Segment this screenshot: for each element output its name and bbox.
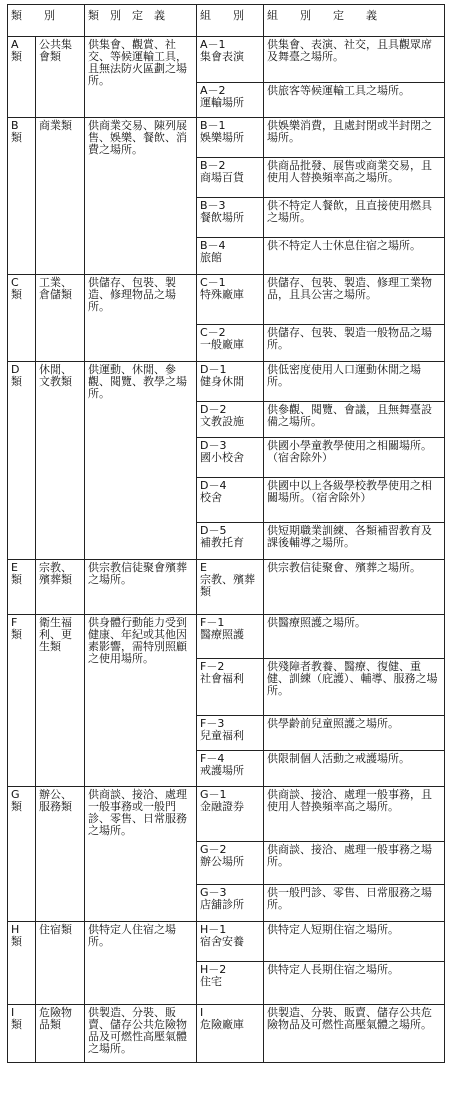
group-name: 一般廠庫 <box>200 338 244 351</box>
group-name: 集會表演 <box>200 50 244 63</box>
group-cell <box>197 37 264 83</box>
group-name: 宗教、殯葬類 <box>200 573 255 598</box>
category-name: 休閒、文教類 <box>36 362 85 560</box>
group-code: F－2 <box>200 660 225 673</box>
group-code: B－3 <box>200 199 226 212</box>
group-name: 醫療照護 <box>200 628 244 641</box>
group-cell <box>197 275 264 325</box>
group-definition: 供製造、分裝、販賣、儲存公共危險物品及可燃性高壓氣體之場所。 <box>264 1005 445 1063</box>
category-name: 住宿類 <box>36 922 85 1005</box>
category-code: C 類 <box>8 275 36 362</box>
group-name: 特殊廠庫 <box>200 288 244 301</box>
group-name: 兒童福利 <box>200 729 244 742</box>
group-code: B－2 <box>200 159 226 172</box>
group-definition: 供商品批發、展售或商業交易，且使用人替換頻率高之場所。 <box>264 158 445 198</box>
category-definition: 供集會、觀賞、社交、等候運輸工具，且無法防火區劃之場所。 <box>85 37 197 118</box>
group-name: 文教設施 <box>200 415 244 428</box>
category-name: 危險物品類 <box>36 1005 85 1063</box>
group-name: 店舖診所 <box>200 898 244 911</box>
group-definition: 供國小學童教學使用之相關場所。（宿舍除外） <box>264 438 445 478</box>
group-cell <box>197 787 264 842</box>
category-code: B 類 <box>8 118 36 275</box>
category-code: D 類 <box>8 362 36 560</box>
table-row <box>8 37 445 83</box>
group-code: C－1 <box>200 276 226 289</box>
group-cell <box>197 962 264 1005</box>
group-code: F－3 <box>200 717 225 730</box>
table-row <box>8 922 445 962</box>
category-name: 商業類 <box>36 118 85 275</box>
group-code: G－3 <box>200 886 227 899</box>
group-code: F－1 <box>200 616 225 629</box>
table-row <box>8 787 445 842</box>
group-name: 危險廠庫 <box>200 1018 244 1031</box>
group-code: H－2 <box>200 963 227 976</box>
group-cell <box>197 478 264 523</box>
group-name: 旅館 <box>200 251 222 264</box>
group-definition: 供不特定人士休息住宿之場所。 <box>264 238 445 275</box>
category-name: 辦公、服務類 <box>36 787 85 922</box>
group-code: B－4 <box>200 239 226 252</box>
category-code: H 類 <box>8 922 36 1005</box>
group-code: G－1 <box>200 788 227 801</box>
group-definition: 供娛樂消費，且處封閉或半封閉之場所。 <box>264 118 445 158</box>
group-code: I <box>200 1006 204 1019</box>
category-code: A 類 <box>8 37 36 118</box>
group-cell <box>197 325 264 362</box>
group-name: 社會福利 <box>200 672 244 685</box>
group-cell <box>197 751 264 787</box>
category-definition: 供運動、休閒、參觀、閱覽、教學之場所。 <box>85 362 197 560</box>
header-category: 類 別 <box>8 5 85 37</box>
category-name: 工業、倉儲類 <box>36 275 85 362</box>
group-name: 娛樂場所 <box>200 131 244 144</box>
category-definition: 供特定人住宿之場所。 <box>85 922 197 1005</box>
table-row <box>8 362 445 402</box>
group-name: 補教托育 <box>200 536 244 549</box>
group-name: 國小校舍 <box>200 451 244 464</box>
group-cell <box>197 659 264 716</box>
group-cell <box>197 560 264 615</box>
group-cell <box>197 158 264 198</box>
table-row <box>8 615 445 659</box>
group-definition: 供短期職業訓練、各類補習教育及課後輔導之場所。 <box>264 523 445 560</box>
group-name: 餐飲場所 <box>200 211 244 224</box>
category-definition: 供製造、分裝、販賣、儲存公共危險物品及可燃性高壓氣體之場所。 <box>85 1005 197 1063</box>
group-name: 運輸場所 <box>200 96 244 109</box>
group-code: G－2 <box>200 843 227 856</box>
group-definition: 供儲存、包裝、製造一般物品之場所。 <box>264 325 445 362</box>
group-definition: 供商談、接洽、處理一般事務，且使用人替換頻率高之場所。 <box>264 787 445 842</box>
table-row <box>8 1005 445 1063</box>
group-definition: 供旅客等候運輸工具之場所。 <box>264 83 445 118</box>
group-name: 宿舍安養 <box>200 935 244 948</box>
table-row <box>8 275 445 325</box>
group-name: 辦公場所 <box>200 855 244 868</box>
group-name: 校舍 <box>200 491 222 504</box>
group-definition: 供低密度使用人口運動休閒之場所。 <box>264 362 445 402</box>
group-cell <box>197 922 264 962</box>
group-cell <box>197 716 264 751</box>
group-definition: 供醫療照護之場所。 <box>264 615 445 659</box>
table-row <box>8 560 445 615</box>
group-cell <box>197 118 264 158</box>
group-name: 戒護場所 <box>200 764 244 777</box>
category-code: G 類 <box>8 787 36 922</box>
group-definition: 供國中以上各級學校教學使用之相關場所。（宿舍除外） <box>264 478 445 523</box>
group-definition: 供不特定人餐飲，且直接使用燃具之場所。 <box>264 198 445 238</box>
header-category-definition: 類 別 定 義 <box>85 5 197 37</box>
category-definition: 供商談、接洽、處理一般事務或一般門診、零售、日常服務之場所。 <box>85 787 197 922</box>
group-cell <box>197 238 264 275</box>
group-cell <box>197 885 264 922</box>
group-definition: 供學齡前兒童照護之場所。 <box>264 716 445 751</box>
group-definition: 供一般門診、零售、日常服務之場所。 <box>264 885 445 922</box>
category-definition: 供身體行動能力受到健康、年紀或其他因素影響，需特別照顧之使用場所。 <box>85 615 197 787</box>
group-cell <box>197 842 264 885</box>
group-definition: 供限制個人活動之戒護場所。 <box>264 751 445 787</box>
group-code: B－1 <box>200 119 226 132</box>
group-cell <box>197 362 264 402</box>
group-code: F－4 <box>200 752 225 765</box>
group-code: A－2 <box>200 84 226 97</box>
category-definition: 供儲存、包裝、製造、修理物品之場所。 <box>85 275 197 362</box>
group-cell <box>197 438 264 478</box>
group-cell <box>197 615 264 659</box>
group-cell <box>197 198 264 238</box>
building-use-classification-table <box>7 4 445 1063</box>
group-code: D－3 <box>200 439 227 452</box>
category-name: 宗教、殯葬類 <box>36 560 85 615</box>
group-code: H－1 <box>200 923 227 936</box>
header-row <box>8 5 445 37</box>
category-definition: 供宗教信徒聚會殯葬之場所。 <box>85 560 197 615</box>
group-definition: 供特定人長期住宿之場所。 <box>264 962 445 1005</box>
category-code: I 類 <box>8 1005 36 1063</box>
group-code: D－1 <box>200 363 227 376</box>
category-code: E 類 <box>8 560 36 615</box>
group-code: A－1 <box>200 38 226 51</box>
group-cell <box>197 83 264 118</box>
group-code: D－5 <box>200 524 227 537</box>
group-definition: 供參觀、閱覽、會議，且無舞臺設備之場所。 <box>264 402 445 438</box>
group-definition: 供集會、表演、社交，且具觀眾席及舞臺之場所。 <box>264 37 445 83</box>
category-name: 衛生福利、更生類 <box>36 615 85 787</box>
group-name: 商場百貨 <box>200 171 244 184</box>
group-code: C－2 <box>200 326 226 339</box>
category-code: F 類 <box>8 615 36 787</box>
group-code: D－4 <box>200 479 227 492</box>
category-definition: 供商業交易、陳列展售、娛樂、餐飲、消費之場所。 <box>85 118 197 275</box>
group-definition: 供宗教信徒聚會、殯葬之場所。 <box>264 560 445 615</box>
group-name: 金融證券 <box>200 800 244 813</box>
group-definition: 供特定人短期住宿之場所。 <box>264 922 445 962</box>
header-group: 組 別 <box>197 5 264 37</box>
group-definition: 供殘障者教養、醫療、復健、重健、訓練（庇護）、輔導、服務之場所。 <box>264 659 445 716</box>
group-cell <box>197 1005 264 1063</box>
category-name: 公共集會類 <box>36 37 85 118</box>
group-definition: 供儲存、包裝、製造、修理工業物品，且具公害之場所。 <box>264 275 445 325</box>
header-group-definition: 組 別 定 義 <box>264 5 445 37</box>
group-code: E <box>200 561 207 574</box>
group-name: 住宅 <box>200 975 222 988</box>
group-cell <box>197 523 264 560</box>
group-name: 健身休閒 <box>200 375 244 388</box>
group-code: D－2 <box>200 403 227 416</box>
table-row <box>8 118 445 158</box>
group-cell <box>197 402 264 438</box>
group-definition: 供商談、接洽、處理一般事務之場所。 <box>264 842 445 885</box>
